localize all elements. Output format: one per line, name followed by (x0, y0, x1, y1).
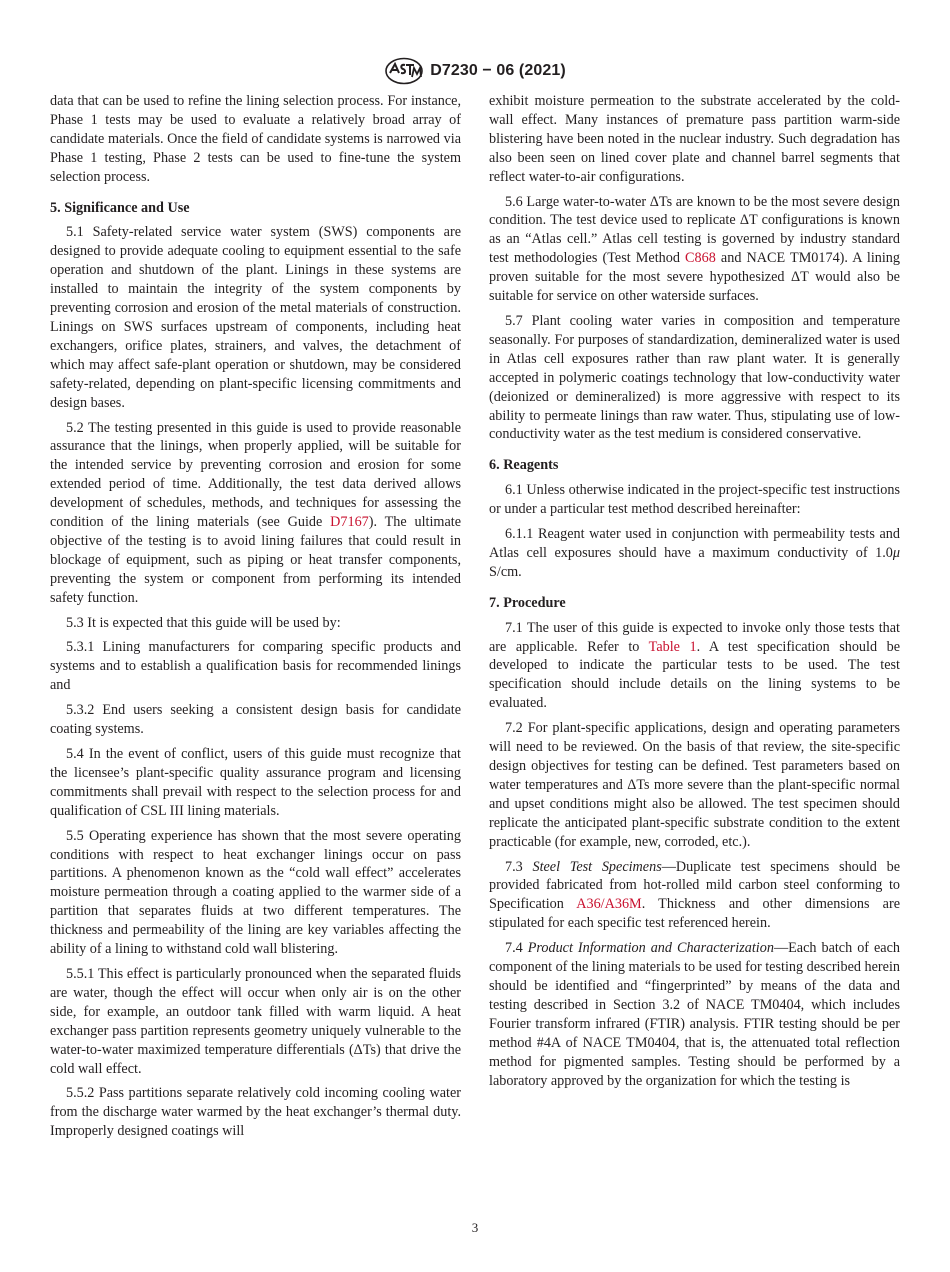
paragraph-7-2: 7.2 For plant-specific applications, design and operating parameters will need to be reviewed. On the basis of that review, the site-specific design objectives for testing can be defined. Test parameters based on water temperatures and ΔTs more severe than the plant-specific normal and upset conditions might also be allowed. The test specimen should replicate the anticipated plant-specific substrate condition to the extent practicable (for example, new, corroded, etc.). (489, 720, 900, 850)
paragraph-6-1-1-text-a: 6.1.1 Reagent water used in conjunction with permeability tests and Atlas cell exposures should have a maximum conductivity of 1.0 (489, 526, 900, 561)
paragraph-5-3-1: 5.3.1 Lining manufacturers for comparing specific products and systems and to establish a qualification basis for recommended linings and (50, 639, 461, 694)
paragraph-continuation-right: exhibit moisture permeation to the substrate accelerated by the cold-wall effect. Many instances of premature pass partition warm-side blistering have been noted in the nuclear industry. Such degradation has also been seen on lined cover plate and channel barrel segments that reflect water-to-air configurations. (489, 93, 900, 185)
page-number: 3 (471, 1220, 479, 1235)
reference-link-d7167[interactable]: D7167 (330, 514, 369, 531)
paragraph-7-4-number: 7.4 (505, 940, 528, 957)
document-designation: D7230 − 06 (2021) (430, 62, 566, 79)
paragraph-7-1 (489, 619, 900, 714)
reference-link-a36[interactable]: A36/A36M (576, 896, 642, 913)
paragraph-7-3 (489, 858, 900, 934)
paragraph-6-1-1-text-b: S/cm. (489, 563, 522, 580)
paragraph-5-2-text-b: ). The ultimate objective of the testing is to avoid lining failures that could result in blockage of equipment, such as piping or heat transfer components, preventing the system or component from performing its intended safety function. (50, 514, 461, 606)
reference-link-table-1[interactable]: Table 1 (648, 638, 697, 655)
left-column (50, 92, 461, 1147)
paragraph-5-7: 5.7 Plant cooling water varies in composition and temperature seasonally. For purposes of standardization, demineralized water is used in Atlas cell exposures rather than raw plant water. It is generally accepted in polymeric coatings technology that low-conductivity water (deionized or demineralized) is more aggressive with respect to its ability to permeate linings than raw water. Thus, stipulating use of low-conductivity water as the test medium is considered conservative. (489, 312, 900, 443)
paragraph-5-6 (489, 193, 900, 306)
paragraph-5-5: 5.5 Operating experience has shown that the most severe operating conditions with respect to heat exchanger linings occur on pass partitions. A phenomenon known as the “cold wall effect” accelerates moisture permeation through a coating applied to the warmer side of a partition that separates fluids at two different temperatures. The thickness and permeability of the lining are key variables affecting the ability of a lining to withstand cold wall blistering. (50, 827, 461, 958)
paragraph-6-1-1 (489, 525, 900, 582)
section-heading-7: 7. Procedure (489, 594, 566, 611)
section-heading-6: 6. Reagents (489, 457, 559, 474)
paragraph-5-3-2: 5.3.2 End users seeking a consistent design basis for candidate coating systems. (50, 702, 461, 738)
paragraph-7-3-number: 7.3 (505, 858, 533, 875)
paragraph-continuation: data that can be used to refine the lining selection process. For instance, Phase 1 tests may be used to evaluate a relatively broad array of candidate materials. Once the field of candidate systems is narrowed via Phase 1 testing, Phase 2 tests can be used to fine-tune the system selection process. (50, 93, 461, 185)
paragraph-6-1: 6.1 Unless otherwise indicated in the project-specific test instructions or under a particular test method described hereinafter: (489, 482, 900, 518)
paragraph-5-2-text-a: 5.2 The testing presented in this guide is used to provide reasonable assurance that the linings, when properly applied, will be suitable for the intended service by preventing corrosion and erosion for some extended period of time. Additionally, the test data derived allows development of schedules, methods, and techniques for assessing the condition of the lining materials (see Guide (50, 419, 461, 531)
right-column (489, 92, 900, 1096)
paragraph-7-3-title: Steel Test Specimens (532, 858, 662, 875)
paragraph-5-6-text-a: 5.6 Large water-to-water ΔTs are known to be the most severe design condition. The test device used to replicate ΔT configurations is known as an “Atlas cell.” Atlas cell testing is governed by industry standard test methodologies (Test Method (489, 193, 900, 267)
paragraph-7-3-text-a: —Duplicate test specimens should be provided fabricated from hot-rolled mild carbon steel conforming to Specification (489, 858, 901, 913)
paragraph-7-1-text-b: . A test specification should be developed to indicate the particular tests to be used. The test specification should include details on the lining systems to be evaluated. (489, 638, 900, 712)
paragraph-5-3: 5.3 It is expected that this guide will be used by: (66, 614, 341, 631)
paragraph-7-4-text-a: —Each batch of each component of the lining materials to be used for testing described herein should be identified and “fingerprinted” by means of the data and testing described in Section 3.2 of NACE TM0404, which includes Fourier transform infrared (FTIR) analysis. FTIR testing should be per method #4A of NACE TM0404, that is, the attenuated total reflection method for pigmented samples. Testing should be performed by a laboratory approved by the organization for which the testing is (489, 940, 900, 1089)
paragraph-7-4 (489, 939, 900, 1090)
paragraph-5-5-2: 5.5.2 Pass partitions separate relatively cold incoming cooling water from the discharge water warmed by the heat exchanger’s thermal duty. Improperly designed coatings will (50, 1085, 461, 1140)
paragraph-5-1: 5.1 Safety-related service water system (SWS) components are designed to provide adequate cooling to equipment essential to the safe operation and shutdown of the plant. Linings in these systems are installed to maintain the integrity of the system components by preventing corrosion and erosion of the metal materials of construction. Linings on SWS surfaces upstream of components, including heat exchangers, orifice plates, strainers, and valves, the detachment of which may affect safe-plant operation or shutdown, may be considered safety-related, depending on plant-specific licensing commitments and design bases. (50, 224, 461, 411)
mu-symbol: μ (892, 544, 900, 561)
section-heading-5: 5. Significance and Use (50, 199, 190, 216)
reference-link-c868[interactable]: C868 (685, 250, 716, 267)
paragraph-7-1-text-a: 7.1 The user of this guide is expected to invoke only those tests that are applicable. Refer to (489, 619, 900, 655)
astm-logo-icon (384, 57, 424, 85)
paragraph-7-4-title: Product Information and Characterization (527, 940, 774, 957)
page-header (0, 56, 950, 86)
paragraph-7-3-text-b: . Thickness and other dimensions are stipulated for each specific test referenced herein. (489, 896, 900, 932)
paragraph-5-5-1: 5.5.1 This effect is particularly pronounced when the separated fluids are water, though the effect will occur when only air is on the other side, for example, an outdoor tank filled with warm liquid. A heat exchanger pass partition represents geometry uniquely vulnerable to the water-to-water maximized temperature differentials (ΔTs) that drive the cold wall effect. (50, 965, 461, 1077)
paragraph-5-4: 5.4 In the event of conflict, users of this guide must recognize that the licensee’s plant-specific quality assurance program and licensing commitments shall prevail with respect to the selection process for and qualification of CSL III lining materials. (50, 746, 461, 819)
paragraph-5-2 (50, 419, 461, 608)
paragraph-5-6-text-b: and NACE TM0174). A lining proven suitable for the most severe hypothesized ΔT would also be suitable for service on other waterside surfaces. (489, 250, 900, 305)
